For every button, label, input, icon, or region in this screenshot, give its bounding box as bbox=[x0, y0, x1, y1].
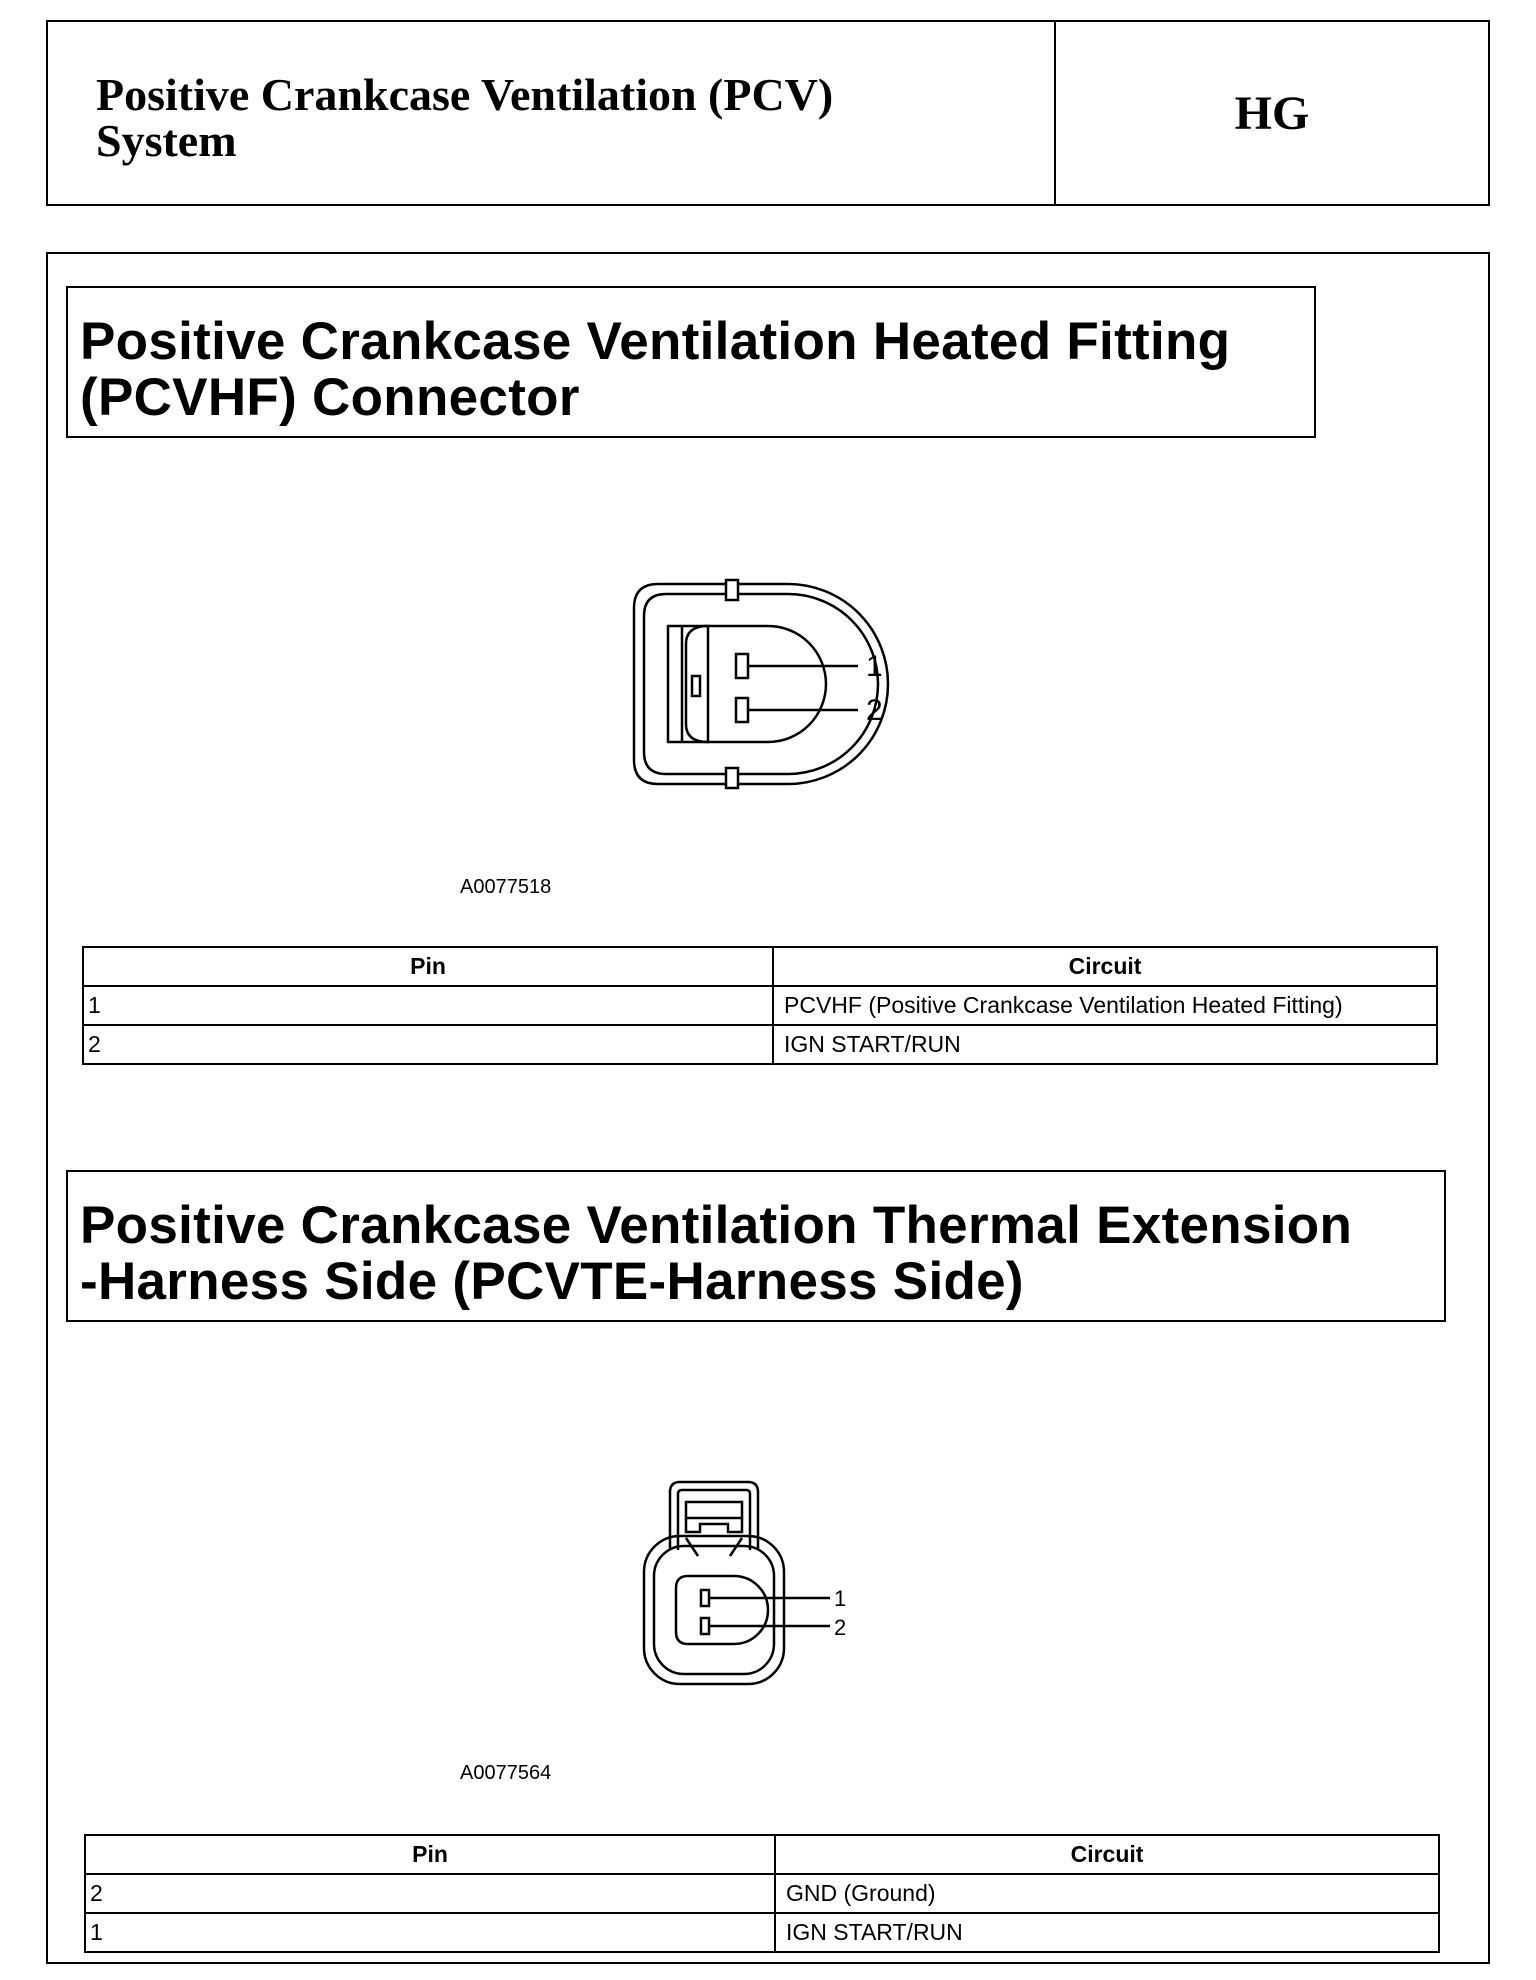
pcvte-connector-diagram bbox=[638, 1472, 938, 1692]
page-title-line2: System bbox=[96, 115, 237, 166]
table-row bbox=[85, 1913, 1439, 1952]
page-title bbox=[48, 22, 1056, 204]
cell-pin: 1 bbox=[85, 1913, 775, 1952]
pin-circuit-table bbox=[84, 1834, 1440, 1953]
figure-id: A0077518 bbox=[460, 876, 552, 898]
section-title-pcvte bbox=[66, 1170, 1446, 1322]
cell-circuit: IGN START/RUN bbox=[773, 1025, 1437, 1064]
section-title-line1: Positive Crankcase Ventilation Heated Fitting bbox=[80, 312, 1231, 371]
table-row bbox=[83, 986, 1437, 1025]
column-header-pin: Pin bbox=[85, 1835, 775, 1874]
pin-label-1: 1 bbox=[866, 650, 883, 683]
table-header-row bbox=[83, 947, 1437, 986]
pin-label-2: 2 bbox=[866, 694, 883, 727]
pin-circuit-table bbox=[82, 946, 1438, 1065]
content-frame bbox=[46, 252, 1490, 1964]
cell-circuit: IGN START/RUN bbox=[775, 1913, 1439, 1952]
section-code: HG bbox=[1234, 86, 1310, 140]
column-header-circuit: Circuit bbox=[775, 1835, 1439, 1874]
pin-label-2: 2 bbox=[834, 1615, 847, 1640]
section-title-line2: -Harness Side (PCVTE-Harness Side) bbox=[80, 1252, 1024, 1311]
pcvhf-connector-diagram bbox=[608, 564, 968, 804]
page-header bbox=[46, 20, 1490, 206]
pin-label-1: 1 bbox=[834, 1586, 847, 1611]
column-header-circuit: Circuit bbox=[773, 947, 1437, 986]
cell-pin: 2 bbox=[83, 1025, 773, 1064]
table-row bbox=[83, 1025, 1437, 1064]
figure-id: A0077564 bbox=[460, 1762, 552, 1784]
table-row bbox=[85, 1874, 1439, 1913]
section-title-line1: Positive Crankcase Ventilation Thermal Extension bbox=[80, 1196, 1353, 1255]
section-title-line2: (PCVHF) Connector bbox=[80, 368, 580, 427]
cell-circuit: GND (Ground) bbox=[775, 1874, 1439, 1913]
column-header-pin: Pin bbox=[83, 947, 773, 986]
cell-pin: 2 bbox=[85, 1874, 775, 1913]
cell-pin: 1 bbox=[83, 986, 773, 1025]
cell-circuit: PCVHF (Positive Crankcase Ventilation Heated Fitting) bbox=[773, 986, 1437, 1025]
page-title-line1: Positive Crankcase Ventilation (PCV) bbox=[96, 69, 834, 120]
table-header-row bbox=[85, 1835, 1439, 1874]
section-title-pcvhf bbox=[66, 286, 1316, 438]
